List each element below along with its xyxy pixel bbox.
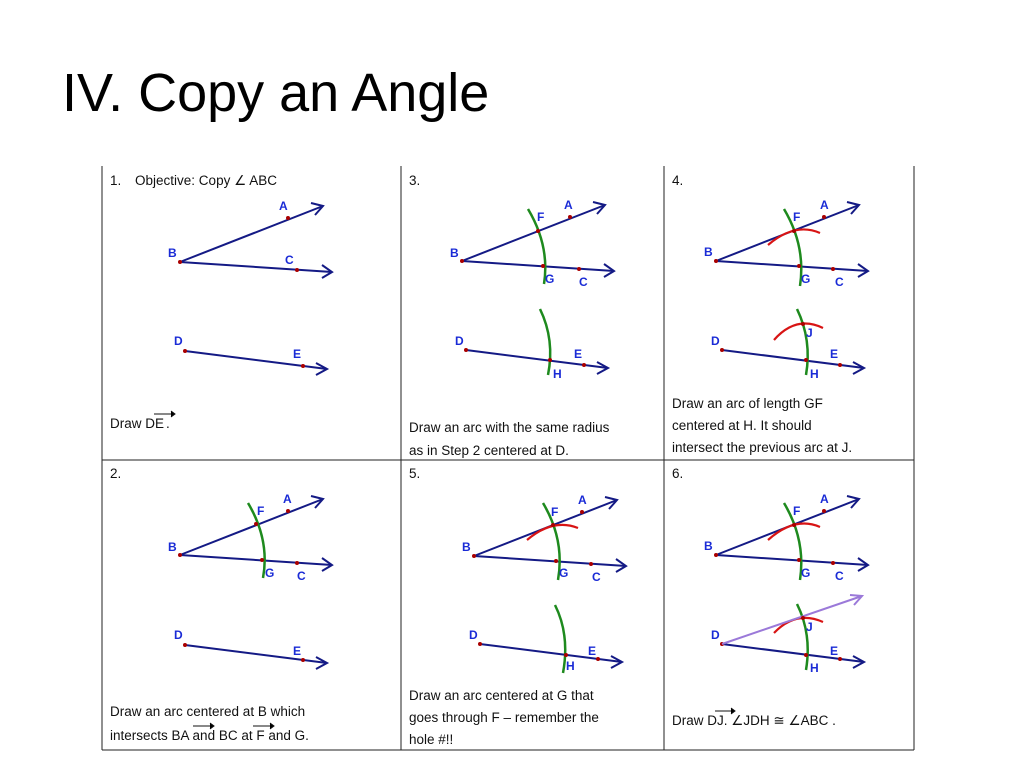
step-5-caption-line-1: Draw an arc centered at G that [409,688,594,703]
svg-text:1. Objective: Copy [110,173,277,188]
point-label-f: F [793,210,801,224]
point-label-h: H [810,661,819,675]
compass-arc-d [555,605,565,673]
point-label-h: H [810,367,819,381]
point-label-d: D [469,628,478,642]
transfer-arc-h [774,618,823,633]
point-label-c: C [297,569,306,583]
angle-abc-figure [168,199,332,278]
point-label-c: C [835,569,844,583]
step-4-caption-line-3: intersect the previous arc at J. [672,440,853,455]
point-label-a: A [564,198,573,212]
step-5-cell [409,466,626,747]
angle-symbol: ∠ [234,173,247,188]
point-label-g: G [559,566,569,580]
step-number: 2. [110,466,122,481]
point-label-f: F [537,210,545,224]
point-label-c: C [835,275,844,289]
segment-de-figure [174,628,327,669]
point-label-e: E [293,347,302,361]
segment-de-figure [455,309,608,381]
step-4-caption-line-1: Draw an arc of length GF [672,396,823,411]
point-label-d: D [455,334,464,348]
point-label-g: G [545,272,555,286]
step-1-caption: Draw DE . [110,416,170,431]
step-5-caption-line-3: hole #!! [409,732,454,747]
point-label-a: A [820,492,829,506]
point-label-a: A [820,198,829,212]
compass-arc-d [797,309,808,375]
step-3-caption-line-1: Draw an arc with the same radius [409,420,610,435]
point-label-h: H [566,659,575,673]
point-label-b: B [450,246,459,260]
point-label-c: C [592,570,601,584]
point-label-b: B [168,540,177,554]
step-2-caption-line-1: Draw an arc centered at B which [110,704,306,719]
step-6-cell [672,466,868,728]
step-2-cell [110,466,332,743]
angle-abc-figure [450,198,614,289]
point-label-f: F [551,505,559,519]
point-label-b: B [704,539,713,553]
point-label-c: C [285,253,294,267]
segment-de-figure [711,595,864,675]
point-label-e: E [830,347,839,361]
angle-abc-figure [704,492,868,583]
point-label-a: A [279,199,288,213]
point-label-a: A [283,492,292,506]
point-label-c: C [579,275,588,289]
objective-angle: ABC [249,173,277,188]
compass-arc-d [540,309,550,375]
step-5-caption-line-2: goes through F – remember the [409,710,599,725]
step-3-caption-line-2: as in Step 2 centered at D. [409,443,569,458]
point-label-h: H [553,367,562,381]
point-label-d: D [711,334,720,348]
step-4-caption-line-2: centered at H. It should [672,418,812,433]
segment-de-figure [174,334,327,375]
point-label-j: J [806,620,813,634]
slide-title: IV. Copy an Angle [62,63,490,123]
step-3-cell [409,173,614,458]
angle-abc-figure [168,492,332,583]
angle-abc-figure [462,493,626,584]
point-label-j: J [806,326,813,340]
ray-dj [722,596,862,644]
step-1-cell [110,173,332,431]
step-number: 1. [110,173,122,188]
point-label-b: B [704,245,713,259]
point-label-d: D [174,628,183,642]
segment-de-figure [469,605,622,673]
objective-text: Objective: Copy [135,173,235,188]
point-label-g: G [801,272,811,286]
segment-de-figure [711,309,864,381]
point-label-d: D [174,334,183,348]
step-number: 3. [409,173,421,188]
point-label-b: B [462,540,471,554]
point-label-g: G [265,566,275,580]
point-label-f: F [793,504,801,518]
angle-abc-figure [704,198,868,289]
point-label-g: G [801,566,811,580]
point-label-d: D [711,628,720,642]
point-label-e: E [293,644,302,658]
step-2-caption-line-2: intersects BA and BC at F and G. [110,728,309,743]
step-number: 6. [672,466,684,481]
point-label-a: A [578,493,587,507]
step-4-cell [672,173,868,455]
step-6-caption: Draw DJ. ∠JDH ≅ ∠ABC . [672,713,836,728]
point-label-e: E [574,347,583,361]
steps-table-grid [102,166,914,750]
transfer-arc-h [774,324,823,340]
step-number: 5. [409,466,421,481]
point-label-b: B [168,246,177,260]
compass-arc-d [797,604,808,670]
step-number: 4. [672,173,684,188]
point-label-e: E [830,644,839,658]
point-label-e: E [588,644,597,658]
point-label-f: F [257,504,265,518]
